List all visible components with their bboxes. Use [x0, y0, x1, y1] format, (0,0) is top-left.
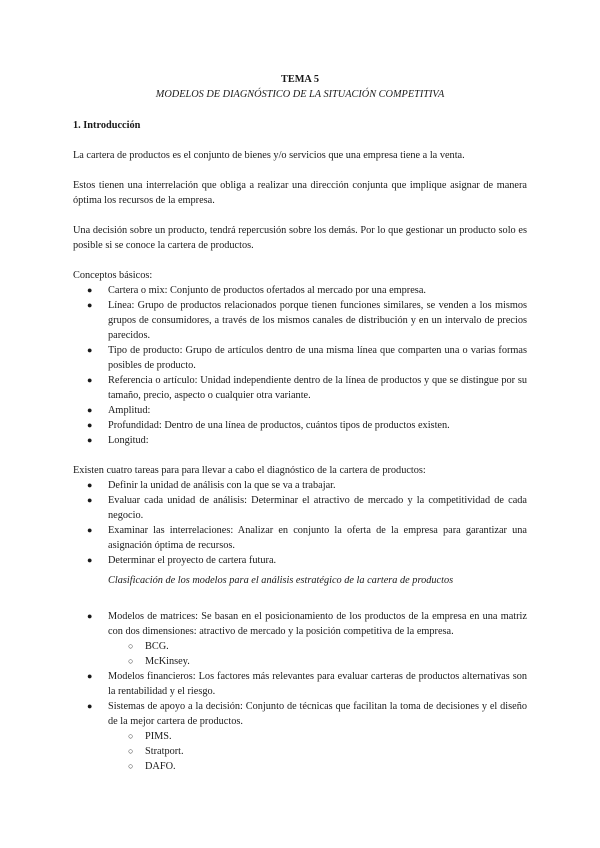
sublist-item-text: BCG. [145, 641, 169, 652]
list-item [73, 669, 527, 699]
circle-bullet-icon: ○ [128, 746, 134, 756]
list-item [73, 283, 527, 298]
bullet-icon: ● [87, 300, 93, 310]
sublist-item-text: McKinsey. [145, 656, 190, 667]
paragraph-interrelation: Estos tienen una interrelación que obliga a realizar una dirección conjunta que implique asignar de manera óptima los recursos de la empresa. [73, 180, 527, 206]
models-list-cont [73, 669, 527, 729]
bullet-icon: ● [87, 405, 93, 415]
decision-systems-sublist [73, 729, 527, 774]
list-item [73, 478, 527, 493]
circle-bullet-icon: ○ [128, 731, 134, 741]
sublist-item [73, 729, 527, 744]
list-item-text: Amplitud: [108, 405, 151, 416]
sublist-item [73, 654, 527, 669]
list-item-text: Línea: Grupo de productos relacionados porque tienen funciones similares, se venden a los mismos grupos de consumidores, a través de los mismos canales de distribución y en un intervalo de precios parecidos. [108, 300, 527, 341]
circle-bullet-icon: ○ [128, 761, 134, 771]
sublist-item [73, 744, 527, 759]
bullet-icon: ● [87, 375, 93, 385]
sublist-item-text: Stratport. [145, 746, 184, 757]
bullet-icon: ● [87, 495, 93, 505]
page-subtitle: MODELOS DE DIAGNÓSTICO DE LA SITUACIÓN COMPETITIVA [155, 89, 445, 100]
list-item [73, 403, 527, 418]
list-item-text: Modelos de matrices: Se basan en el posicionamiento de los productos de la empresa en una matriz con dos dimensiones: atractivo de mercado y la posición competitiva de la empresa. [108, 611, 527, 637]
document-body [73, 72, 527, 774]
bullet-icon: ● [87, 701, 93, 711]
list-item [73, 373, 527, 403]
concepts-list [73, 283, 527, 448]
circle-bullet-icon: ○ [128, 656, 134, 666]
list-item-text: Determinar el proyecto de cartera futura. [108, 555, 277, 566]
page-title: TEMA 5 [280, 74, 320, 85]
bullet-icon: ● [87, 435, 93, 445]
list-item-text: Profundidad: Dentro de una línea de productos, cuántos tipos de productos existen. [108, 420, 450, 431]
list-item [73, 493, 527, 523]
tasks-list [73, 478, 527, 568]
list-item-text: Modelos financieros: Los factores más relevantes para evaluar carteras de productos alternativas son la rentabilidad y el riesgo. [108, 671, 527, 697]
list-item-text: Referencia o artículo: Unidad independiente dentro de la línea de productos y que se distingue por su tamaño, precio, aspecto o cualquier otra variante. [108, 375, 527, 401]
bullet-icon: ● [87, 480, 93, 490]
circle-bullet-icon: ○ [128, 641, 134, 651]
list-item-text: Tipo de producto: Grupo de artículos dentro de una misma línea que comparten una o varias formas posibles de producto. [108, 345, 527, 371]
bullet-icon: ● [87, 525, 93, 535]
matrix-models-sublist [73, 639, 527, 669]
sublist-item [73, 639, 527, 654]
paragraph-decision: Una decisión sobre un producto, tendrá repercusión sobre los demás. Por lo que gestionar un producto solo es posible si se conoce la cartera de productos. [73, 225, 527, 251]
bullet-icon: ● [87, 420, 93, 430]
list-item [73, 523, 527, 553]
bullet-icon: ● [87, 671, 93, 681]
sublist-item [73, 759, 527, 774]
list-item-text: Cartera o mix: Conjunto de productos ofertados al mercado por una empresa. [108, 285, 426, 296]
bullet-icon: ● [87, 611, 93, 621]
list-item-text: Definir la unidad de análisis con la que se va a trabajar. [108, 480, 336, 491]
paragraph-definition: La cartera de productos es el conjunto de bienes y/o servicios que una empresa tiene a la venta. [73, 150, 465, 161]
list-item-text: Evaluar cada unidad de análisis: Determinar el atractivo de mercado y la competitividad de cada negocio. [108, 495, 527, 521]
sublist-item-text: PIMS. [145, 731, 172, 742]
list-item-text: Longitud: [108, 435, 149, 446]
tasks-intro: Existen cuatro tareas para para llevar a cabo el diagnóstico de la cartera de productos: [73, 465, 426, 476]
list-item [73, 699, 527, 729]
list-item [73, 553, 527, 568]
bullet-icon: ● [87, 345, 93, 355]
list-item [73, 609, 527, 639]
classification-heading: Clasificación de los modelos para el análisis estratégico de la cartera de productos [108, 575, 454, 586]
section-heading: 1. Introducción [73, 120, 141, 131]
list-item [73, 418, 527, 433]
concepts-intro: Conceptos básicos: [73, 270, 153, 281]
bullet-icon: ● [87, 555, 93, 565]
list-item [73, 343, 527, 373]
list-item [73, 298, 527, 343]
list-item-text: Examinar las interrelaciones: Analizar en conjunto la oferta de la empresa para garantizar una asignación óptima de recursos. [108, 525, 527, 551]
list-item [73, 433, 527, 448]
models-list [73, 609, 527, 639]
list-item-text: Sistemas de apoyo a la decisión: Conjunto de técnicas que facilitan la toma de decisiones y el diseño de la mejor cartera de productos. [108, 701, 527, 727]
bullet-icon: ● [87, 285, 93, 295]
sublist-item-text: DAFO. [145, 761, 176, 772]
